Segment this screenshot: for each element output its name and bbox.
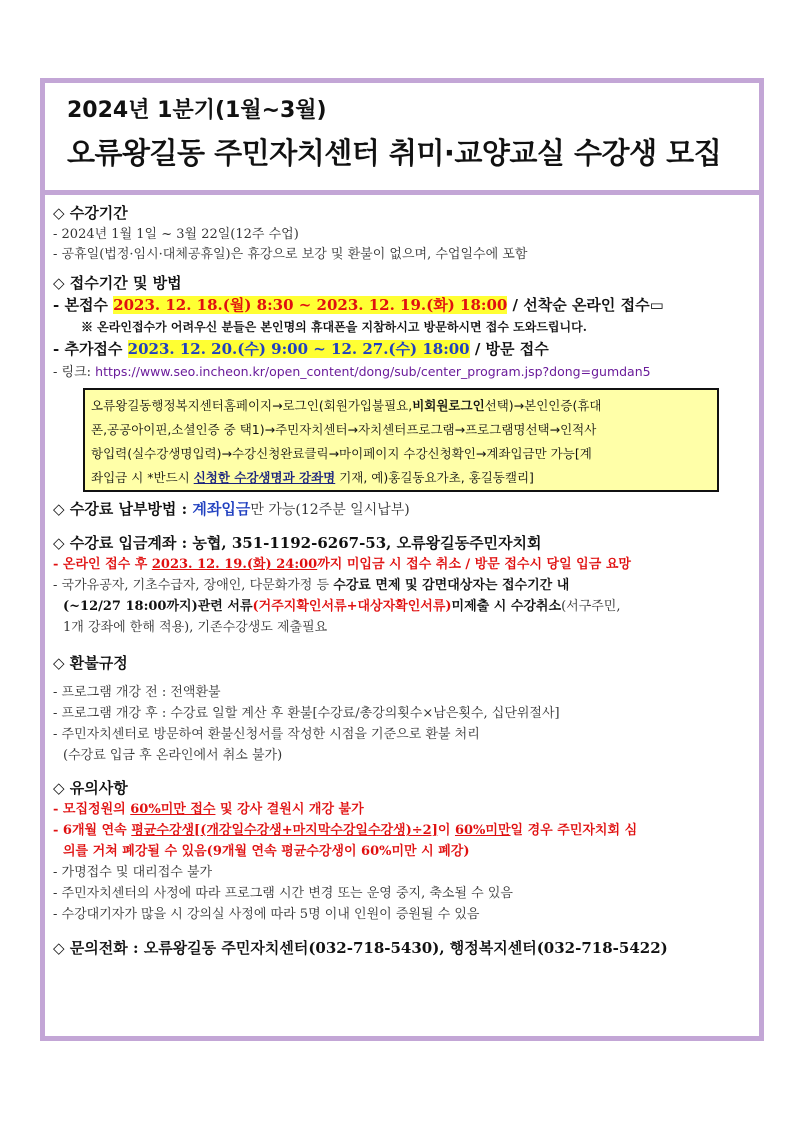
section-header-notes: ◇ 유의사항 [53, 779, 128, 797]
refund-line-3: - 주민자치센터로 방문하여 환불신청서를 작성한 시점을 기준으로 환불 처리 [53, 727, 480, 742]
payment-method-note: 만 가능(12주분 일시납부) [250, 502, 410, 518]
title-box [45, 83, 759, 195]
discount-line-1: - 국가유공자, 기초수급자, 장애인, 다문화가정 등 수강료 면제 및 감면대상자는 접수기간 내 [53, 578, 570, 593]
main-registration-prefix: - 본접수 [53, 296, 114, 314]
monitor-icon: ▭ [649, 296, 664, 314]
payment-deadline: 2023. 12. 19.(화) 24:00 [151, 557, 318, 572]
discount-line-3: 1개 강좌에 한해 적용), 기존수강생도 제출필요 [63, 620, 328, 635]
page-title: 오류왕길동 주민자치센터 취미·교양교실 수강생 모집 [67, 136, 722, 170]
extra-registration-prefix: - 추가접수 [53, 340, 128, 358]
procedure-box [83, 388, 719, 492]
section-header-registration: ◇ 접수기간 및 방법 [53, 274, 182, 292]
notes-line-6: - 수강대기자가 많을 시 강의실 사정에 따라 5명 이내 인원이 증원될 수 있음 [53, 907, 480, 922]
account-transfer-text: 계좌입금 [192, 500, 251, 518]
refund-line-2: - 프로그램 개강 후 : 수강료 일할 계산 후 환불[수강료/총강의횟수×남은횟수, 십단위절사] [53, 706, 560, 721]
payment-method-line [53, 499, 410, 520]
registration-note: ※ 온라인접수가 어려우신 분들은 본인명의 휴대폰을 지참하시고 방문하시면 접수 도와드립니다. [81, 320, 587, 334]
required-documents: (거주지확인서류+대상자확인서류) [252, 599, 452, 614]
procedure-row-3: 항입력(실수강생명입력)→수강신청완료클릭→마이페이지 수강신청확인→계좌입금만 가능[계 [91, 446, 592, 461]
procedure-row-4: 좌입금 시 *반드시 신청한 수강생명과 강좌명 기재, 예)홍길동요가초, 홍길동캘리] [91, 470, 534, 485]
link-label: - 링크: [53, 365, 96, 380]
bank-account-line: ◇ 수강료 입금계좌 : 농협, 351-1192-6267-53, 오류왕길동주민자치회 [53, 534, 542, 552]
extra-registration-period: 2023. 12. 20.(수) 9:00 ~ 12. 27.(수) 18:00 [127, 340, 470, 358]
period-line: - 2024년 1월 1일 ~ 3월 22일(12주 수업) [53, 227, 299, 242]
notes-line-5: - 주민자치센터의 사정에 따라 프로그램 시간 변경 또는 운영 중지, 축소될 수 있음 [53, 886, 513, 901]
holiday-line: - 공휴일(법정·임시·대체공휴일)은 휴강으로 보강 및 환불이 없으며, 수업일수에 포함 [53, 247, 528, 262]
refund-line-4: (수강료 입금 후 온라인에서 취소 불가) [63, 748, 283, 763]
notes-line-1: - 모집정원의 60%미만 접수 및 강사 결원시 개강 불가 [53, 802, 364, 817]
program-link[interactable]: https://www.seo.incheon.kr/open_content/dong/sub/center_program.jsp?dong=gumdan5 [95, 364, 651, 379]
refund-line-1: - 프로그램 개강 전 : 전액환불 [53, 685, 221, 700]
section-header-refund: ◇ 환불규정 [53, 654, 128, 672]
main-registration-line [53, 295, 664, 315]
guest-login-text: 비회원로그인 [412, 398, 485, 413]
procedure-row-2: 폰,공공아이핀,소셜인증 중 택1)→주민자치센터→자치센터프로그램→프로그램명선택→인적사 [91, 422, 597, 437]
notes-line-3: 의를 거쳐 폐강될 수 있음(9개월 연속 평균수강생이 60%미만 시 폐강) [63, 844, 470, 859]
procedure-row-1: 오류왕길동행정복지센터홈페이지→로그인(회원가입불필요,비회원로그인선택)→본인인증(휴대 [91, 398, 602, 413]
main-registration-period: 2023. 12. 18.(월) 8:30 ~ 2023. 12. 19.(화) 18:00 [113, 296, 508, 314]
notes-line-2: - 6개월 연속 평균수강생[(개강일수강생+마지막수강일수강생)÷2]이 60%미만일 경우 주민자치회 심 [53, 823, 638, 838]
extra-registration-line [53, 339, 549, 359]
extra-registration-suffix: / 방문 접수 [469, 340, 549, 358]
discount-line-2: (~12/27 18:00까지)관련 서류(거주지확인서류+대상자확인서류)미제출 시 수강취소(서구주민, [63, 599, 621, 614]
notice-frame [40, 78, 764, 1041]
payment-method-label: ◇ 수강료 납부방법 : [53, 500, 193, 518]
required-names-text: 신청한 수강생명과 강좌명 [193, 470, 336, 485]
link-line [53, 362, 651, 383]
contact-line: ◇ 문의전화 : 오류왕길동 주민자치센터(032-718-5430), 행정복지센터(032-718-5422) [53, 939, 668, 957]
section-header-period: ◇ 수강기간 [53, 204, 128, 222]
payment-deadline-line: - 온라인 접수 후 2023. 12. 19.(화) 24:00까지 미입금 시 접수 취소 / 방문 접수시 당일 입금 요망 [53, 557, 631, 572]
title-period: 2024년 1분기(1월~3월) [67, 98, 327, 123]
main-registration-suffix: / 선착순 온라인 접수 [507, 296, 650, 314]
notes-line-4: - 가명접수 및 대리접수 불가 [53, 865, 213, 880]
